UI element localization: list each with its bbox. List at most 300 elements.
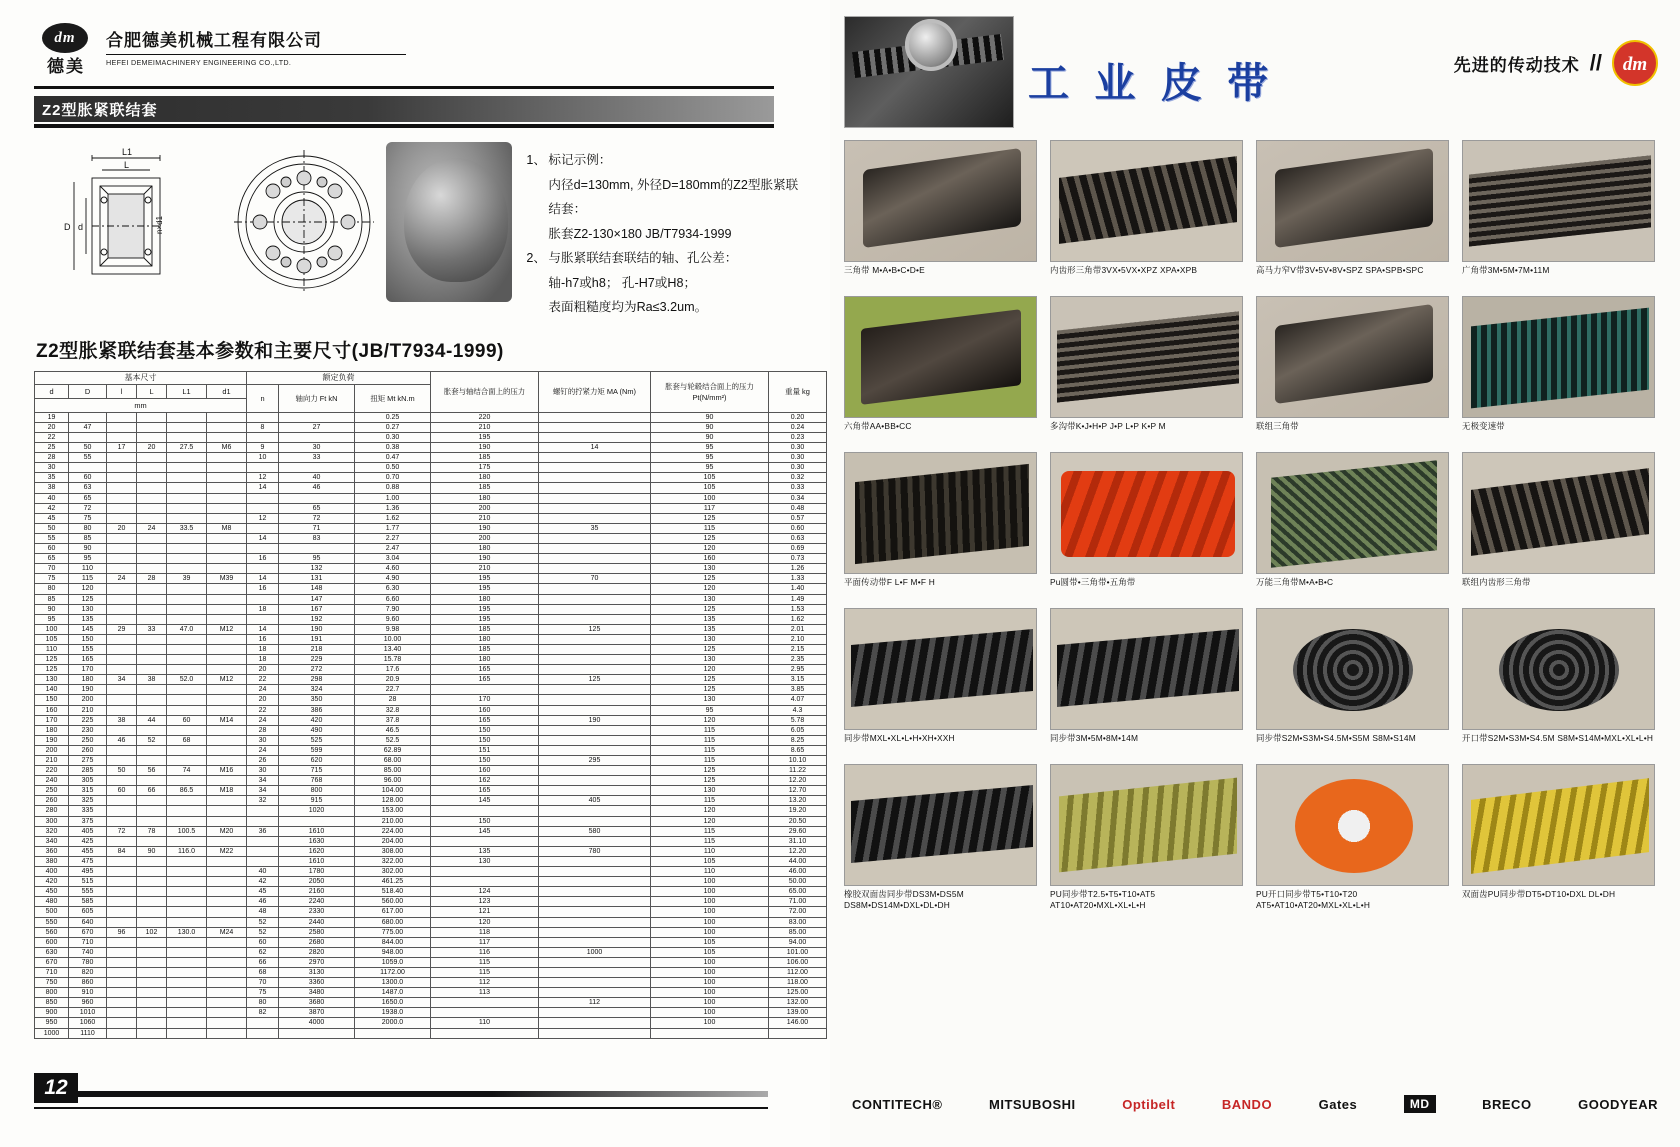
table-cell: 475 <box>69 856 107 866</box>
table-cell <box>167 685 207 695</box>
table-cell: 260 <box>69 745 107 755</box>
table-cell: 18 <box>247 655 279 665</box>
table-cell <box>247 846 279 856</box>
table-cell: 220 <box>431 412 539 422</box>
right-page-title: 工 业 皮 带 <box>1028 60 1276 106</box>
table-cell <box>247 816 279 826</box>
table-cell <box>137 493 167 503</box>
table-cell: 135 <box>431 846 539 856</box>
table-cell: 72 <box>69 503 107 513</box>
table-cell <box>207 433 247 443</box>
table-cell: 95 <box>35 614 69 624</box>
table-cell <box>167 554 207 564</box>
table-row <box>35 735 827 745</box>
table-row <box>35 978 827 988</box>
table-cell <box>107 856 137 866</box>
table-cell <box>207 705 247 715</box>
table-cell: 1.33 <box>769 574 827 584</box>
table-cell: 9.98 <box>355 624 431 634</box>
table-cell <box>107 937 137 947</box>
table-cell: 195 <box>431 433 539 443</box>
section-title-underline <box>34 124 774 128</box>
table-cell: 110 <box>35 644 69 654</box>
table-cell: M20 <box>207 826 247 836</box>
table-cell: 80 <box>69 523 107 533</box>
usage-notes <box>526 142 806 320</box>
table-row <box>35 412 827 422</box>
table-cell: 0.24 <box>769 422 827 432</box>
table-cell: 30 <box>247 766 279 776</box>
table-cell <box>167 917 207 927</box>
table-cell: 2000.0 <box>355 1018 431 1028</box>
table-cell: 1300.0 <box>355 978 431 988</box>
table-cell <box>167 988 207 998</box>
table-cell: 18 <box>247 644 279 654</box>
table-cell: 710 <box>69 937 107 947</box>
table-cell: 120 <box>651 816 769 826</box>
table-cell: 2440 <box>279 917 355 927</box>
product-caption: 联组内齿形三角带 <box>1462 577 1531 587</box>
product-grid <box>844 140 1658 911</box>
product-image <box>1256 452 1449 574</box>
table-cell: 17 <box>107 443 137 453</box>
table-cell: 9.60 <box>355 614 431 624</box>
table-cell: 780 <box>69 957 107 967</box>
table-cell: 180 <box>35 725 69 735</box>
table-cell <box>167 806 207 816</box>
table-cell: 900 <box>35 1008 69 1018</box>
table-cell <box>247 493 279 503</box>
table-cell: 105 <box>35 634 69 644</box>
table-cell: 800 <box>35 988 69 998</box>
table-cell: 272 <box>279 665 355 675</box>
table-cell: 105 <box>651 947 769 957</box>
table-cell: 670 <box>35 957 69 967</box>
table-cell: 48 <box>247 907 279 917</box>
table-cell: 0.88 <box>355 483 431 493</box>
table-cell <box>137 998 167 1008</box>
table-cell: 0.57 <box>769 513 827 523</box>
table-cell: 640 <box>69 917 107 927</box>
table-cell <box>279 816 355 826</box>
table-cell <box>137 665 167 675</box>
table-cell: 120 <box>651 715 769 725</box>
table-cell <box>167 644 207 654</box>
table-row <box>35 473 827 483</box>
table-cell <box>539 695 651 705</box>
table-cell: 65 <box>69 493 107 503</box>
table-cell: 185 <box>431 483 539 493</box>
table-cell: 9 <box>247 443 279 453</box>
table-cell <box>107 533 137 543</box>
table-cell: 115 <box>651 756 769 766</box>
table-cell: 190 <box>279 624 355 634</box>
table-cell: 218 <box>279 644 355 654</box>
slogan-block <box>1454 16 1658 86</box>
table-cell: 146.00 <box>769 1018 827 1028</box>
product-caption: 开口带S2M•S3M•S4.5M S8M•S14M•MXL•XL•L•H <box>1462 733 1654 743</box>
table-cell <box>167 967 207 977</box>
logo-divider <box>106 54 406 55</box>
table-cell: 298 <box>279 675 355 685</box>
table-cell: 0.38 <box>355 443 431 453</box>
table-cell: 0.20 <box>769 412 827 422</box>
table-cell: 24 <box>247 745 279 755</box>
table-cell: 180 <box>69 675 107 685</box>
table-cell <box>107 988 137 998</box>
table-cell: 230 <box>69 725 107 735</box>
table-cell <box>137 594 167 604</box>
table-cell: 0.73 <box>769 554 827 564</box>
table-cell <box>137 725 167 735</box>
table-cell: 112 <box>431 978 539 988</box>
table-cell <box>539 957 651 967</box>
table-row <box>35 867 827 877</box>
table-cell <box>107 907 137 917</box>
table-cell <box>247 503 279 513</box>
table-cell <box>207 473 247 483</box>
table-cell <box>207 685 247 695</box>
table-cell: 160 <box>35 705 69 715</box>
table-cell <box>207 513 247 523</box>
col-torque-ma: 螺钉的拧紧力矩 MA (Nm) <box>539 371 651 412</box>
product-caption: PU同步带T2.5•T5•T10•AT5 AT10•AT20•MXL•XL•L•H <box>1050 889 1156 910</box>
table-cell: 46.00 <box>769 867 827 877</box>
product-image <box>1050 764 1243 886</box>
table-cell <box>137 1018 167 1028</box>
table-cell: 195 <box>431 584 539 594</box>
table-cell: 180 <box>431 493 539 503</box>
table-cell <box>137 513 167 523</box>
table-cell <box>539 614 651 624</box>
table-cell: 1.53 <box>769 604 827 614</box>
table-cell <box>279 493 355 503</box>
table-cell: 94.00 <box>769 937 827 947</box>
table-cell: 100 <box>651 927 769 937</box>
table-row <box>35 655 827 665</box>
table-cell: 224.00 <box>355 826 431 836</box>
col-weight: 重量 kg <box>769 371 827 412</box>
table-cell: 130 <box>35 675 69 685</box>
table-cell <box>137 473 167 483</box>
table-cell <box>167 634 207 644</box>
timing-pulley-photo <box>844 16 1014 128</box>
table-cell: 117 <box>431 937 539 947</box>
table-cell: 145 <box>69 624 107 634</box>
table-cell <box>167 877 207 887</box>
table-cell <box>539 634 651 644</box>
table-cell: 100 <box>651 967 769 977</box>
table-cell <box>539 473 651 483</box>
table-cell <box>207 756 247 766</box>
col-pressure-hub: 胀套与轮毂结合面上的压力 Pt(N/mm²) <box>651 371 769 412</box>
table-cell: 14 <box>247 574 279 584</box>
table-cell: 16 <box>247 554 279 564</box>
brand-logo: CONTITECH® <box>852 1096 943 1112</box>
table-cell: 380 <box>35 856 69 866</box>
table-cell: 95 <box>651 453 769 463</box>
table-cell: 110 <box>431 1018 539 1028</box>
table-cell <box>167 493 207 503</box>
table-cell: 420 <box>279 715 355 725</box>
table-cell: 115 <box>651 826 769 836</box>
table-cell <box>207 856 247 866</box>
table-cell <box>107 978 137 988</box>
table-cell: 132 <box>279 564 355 574</box>
table-row <box>35 604 827 614</box>
table-cell: 66 <box>247 957 279 967</box>
table-cell: 185 <box>431 624 539 634</box>
table-cell: 55 <box>35 533 69 543</box>
table-cell: 115 <box>431 957 539 967</box>
table-cell: 375 <box>69 816 107 826</box>
table-cell: 210 <box>431 422 539 432</box>
table-cell: 60 <box>35 544 69 554</box>
table-cell: 83 <box>279 533 355 543</box>
table-cell <box>137 604 167 614</box>
table-cell: 125 <box>651 604 769 614</box>
table-cell <box>137 453 167 463</box>
table-cell: 780 <box>539 846 651 856</box>
table-cell: 34 <box>247 776 279 786</box>
table-cell: 68 <box>167 735 207 745</box>
product-caption: 同步带3M•5M•8M•14M <box>1050 733 1139 743</box>
table-cell <box>539 806 651 816</box>
header-rule <box>34 86 774 89</box>
table-cell: 180 <box>431 655 539 665</box>
table-cell: 130 <box>651 655 769 665</box>
table-cell: 605 <box>69 907 107 917</box>
table-cell <box>539 917 651 927</box>
table-row <box>35 624 827 634</box>
table-cell: 153.00 <box>355 806 431 816</box>
table-cell <box>539 725 651 735</box>
table-cell: 50 <box>107 766 137 776</box>
table-cell: 68 <box>247 967 279 977</box>
table-cell <box>207 877 247 887</box>
table-cell <box>207 725 247 735</box>
section-title: Z2型胀紧联结套 <box>34 96 774 122</box>
table-cell <box>107 1018 137 1028</box>
table-cell <box>107 897 137 907</box>
table-cell <box>167 594 207 604</box>
table-cell <box>137 695 167 705</box>
table-cell <box>207 554 247 564</box>
table-cell: 125 <box>539 624 651 634</box>
table-cell: 11.22 <box>769 766 827 776</box>
col-pressure-shaft: 胀套与轴结合面上的压力 <box>431 371 539 412</box>
table-cell: 113 <box>431 988 539 998</box>
table-cell: 210.00 <box>355 816 431 826</box>
table-cell <box>207 614 247 624</box>
table-cell: 3680 <box>279 998 355 1008</box>
col-n: n <box>247 384 279 412</box>
table-row <box>35 766 827 776</box>
table-cell <box>137 887 167 897</box>
table-cell: 46 <box>279 483 355 493</box>
table-cell: 315 <box>69 786 107 796</box>
table-cell: 85.00 <box>355 766 431 776</box>
table-cell: 14 <box>247 624 279 634</box>
note-text-4: 与胀紧联结套联结的轴、孔公差： <box>548 251 738 266</box>
table-cell: 123 <box>431 897 539 907</box>
table-cell: 210 <box>431 564 539 574</box>
table-row <box>35 695 827 705</box>
brand-logo: MD <box>1404 1095 1436 1113</box>
table-cell: 100 <box>651 877 769 887</box>
table-cell <box>137 1028 167 1038</box>
table-cell: 115 <box>431 967 539 977</box>
product-caption: 三角带 M•A•B•C•D•E <box>844 265 925 275</box>
table-cell: 78 <box>137 826 167 836</box>
table-cell: 95 <box>651 443 769 453</box>
table-cell <box>431 1008 539 1018</box>
table-row <box>35 433 827 443</box>
table-cell: 0.50 <box>355 463 431 473</box>
table-cell <box>539 897 651 907</box>
table-cell: 75 <box>247 988 279 998</box>
table-cell <box>207 745 247 755</box>
col-l: l <box>107 384 137 398</box>
table-cell: 1.40 <box>769 584 827 594</box>
table-cell: 33.5 <box>167 523 207 533</box>
table-cell: 31.10 <box>769 836 827 846</box>
table-cell <box>167 756 207 766</box>
table-cell: 20 <box>247 695 279 705</box>
table-cell <box>107 998 137 1008</box>
table-cell <box>107 725 137 735</box>
table-cell: 950 <box>35 1018 69 1028</box>
table-cell <box>539 786 651 796</box>
table-cell: 38 <box>107 715 137 725</box>
table-cell: 63 <box>69 483 107 493</box>
table-row <box>35 806 827 816</box>
table-cell <box>247 463 279 473</box>
table-cell: 120 <box>69 584 107 594</box>
col-D: D <box>69 384 107 398</box>
table-cell: 1610 <box>279 856 355 866</box>
table-cell: 1.77 <box>355 523 431 533</box>
table-cell <box>539 463 651 473</box>
table-row <box>35 493 827 503</box>
col-torque-mt: 扭矩 Mt kN.m <box>355 384 431 412</box>
table-cell: M18 <box>207 786 247 796</box>
page-number: 12 <box>34 1073 78 1103</box>
table-cell: 60 <box>107 786 137 796</box>
table-cell <box>137 937 167 947</box>
table-cell: 121 <box>431 907 539 917</box>
table-cell <box>167 725 207 735</box>
table-cell <box>107 806 137 816</box>
table-cell: 39 <box>167 574 207 584</box>
table-cell: 36 <box>247 826 279 836</box>
table-cell: 160 <box>431 705 539 715</box>
table-cell <box>167 836 207 846</box>
table-cell: 680.00 <box>355 917 431 927</box>
table-cell: 420 <box>35 877 69 887</box>
table-cell <box>539 776 651 786</box>
table-cell: 320 <box>35 826 69 836</box>
table-cell: 130.0 <box>167 927 207 937</box>
table-cell: 204.00 <box>355 836 431 846</box>
table-cell: 670 <box>69 927 107 937</box>
table-cell <box>539 503 651 513</box>
table-cell: 60 <box>247 937 279 947</box>
table-cell <box>539 856 651 866</box>
table-cell: 350 <box>279 695 355 705</box>
table-cell: 715 <box>279 766 355 776</box>
table-row <box>35 897 827 907</box>
table-cell <box>279 412 355 422</box>
table-cell: 27.5 <box>167 443 207 453</box>
table-cell <box>107 644 137 654</box>
diagram-area <box>34 142 806 320</box>
table-cell: 18 <box>247 604 279 614</box>
table-cell: 10.10 <box>769 756 827 766</box>
table-row <box>35 907 827 917</box>
table-cell <box>247 594 279 604</box>
table-cell <box>107 685 137 695</box>
table-cell: 71.00 <box>769 897 827 907</box>
logo-monogram: dm <box>42 23 88 53</box>
table-cell <box>167 695 207 705</box>
table-cell <box>207 584 247 594</box>
table-cell: 490 <box>279 725 355 735</box>
product-cell <box>1462 296 1655 443</box>
table-cell: 74 <box>167 766 207 776</box>
table-cell <box>539 493 651 503</box>
table-cell <box>167 665 207 675</box>
table-cell <box>207 836 247 846</box>
table-cell: 13.20 <box>769 796 827 806</box>
col-d1: d1 <box>207 384 247 398</box>
table-cell: 19 <box>35 412 69 422</box>
spec-table-head <box>35 371 827 412</box>
product-image <box>1050 608 1243 730</box>
table-cell <box>539 513 651 523</box>
bolt-circle-drawing <box>230 142 380 302</box>
table-cell: 2.15 <box>769 644 827 654</box>
table-cell: 2160 <box>279 887 355 897</box>
table-cell: 44.00 <box>769 856 827 866</box>
table-cell: 115 <box>651 796 769 806</box>
table-cell <box>137 705 167 715</box>
product-image <box>1462 452 1655 574</box>
table-cell: 46 <box>247 897 279 907</box>
table-cell: 52 <box>137 735 167 745</box>
table-cell: 180 <box>431 634 539 644</box>
table-cell <box>539 564 651 574</box>
note-num-2: 2、 <box>526 251 547 266</box>
table-cell: 3.15 <box>769 675 827 685</box>
table-cell <box>207 503 247 513</box>
table-cell: 0.34 <box>769 493 827 503</box>
table-cell <box>167 887 207 897</box>
table-cell <box>167 513 207 523</box>
product-caption: 同步带S2M•S3M•S4.5M•S5M S8M•S14M <box>1256 733 1416 743</box>
table-cell: 100 <box>651 887 769 897</box>
table-cell <box>107 796 137 806</box>
table-cell: 44 <box>137 715 167 725</box>
note-text-3: 胀套Z2-130×180 JB/T7934-1999 <box>548 226 732 241</box>
product-image <box>1256 140 1449 262</box>
table-cell <box>167 483 207 493</box>
table-cell: 0.48 <box>769 503 827 513</box>
table-cell: 25 <box>35 443 69 453</box>
brand-logo: GOODYEAR <box>1578 1096 1658 1112</box>
table-cell: 82 <box>247 1008 279 1018</box>
table-cell: M24 <box>207 927 247 937</box>
